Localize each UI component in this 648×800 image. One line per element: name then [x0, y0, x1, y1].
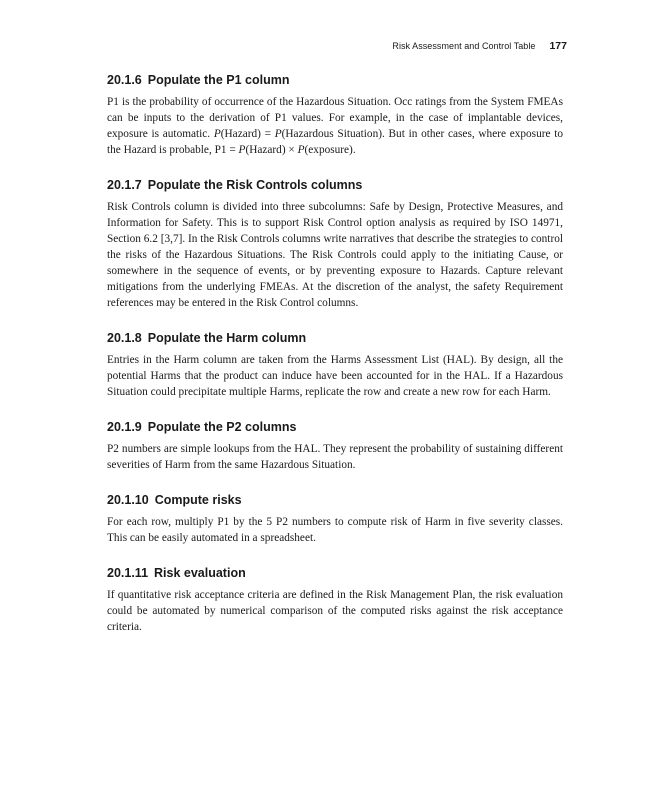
text-run: (Hazardous Situation). But in other cases, where exposure to the Hazard is probable, P1 =: [107, 128, 564, 156]
section-body: [107, 352, 563, 400]
section-risk-evaluation: [107, 565, 563, 635]
section-number: 20.1.6: [107, 73, 142, 87]
text-run: (Hazard) ×: [245, 144, 298, 156]
running-head: [107, 40, 567, 54]
section-risk-controls: [107, 177, 563, 311]
section-harm-column: [107, 330, 563, 400]
section-heading: [107, 72, 563, 88]
text-run: If quantitative risk acceptance criteria are defined in the Risk Management Plan, the risk evaluation could be automated by numerical comparison of the computed risks against the risk acceptance criteria.: [107, 589, 563, 633]
section-body: [107, 199, 563, 311]
section-body: [107, 587, 563, 635]
section-number: 20.1.9: [107, 420, 142, 434]
section-number: 20.1.7: [107, 178, 142, 192]
running-head-title: Risk Assessment and Control Table: [392, 41, 536, 51]
section-number: 20.1.10: [107, 493, 149, 507]
section-title: Populate the Risk Controls columns: [147, 178, 363, 192]
italic-run: P: [238, 144, 246, 156]
section-body: [107, 94, 563, 158]
section-number: 20.1.8: [107, 331, 142, 345]
italic-run: P: [274, 128, 282, 140]
text-run: P2 numbers are simple lookups from the HAL. They represent the probability of sustaining different severities of Harm from the same Hazardous Situation.: [107, 443, 563, 471]
italic-run: P: [297, 144, 305, 156]
section-compute-risks: [107, 492, 563, 546]
italic-run: P: [213, 128, 221, 140]
main-content: [107, 72, 563, 635]
section-body: [107, 441, 563, 473]
section-heading: [107, 565, 563, 581]
section-heading: [107, 177, 563, 193]
section-number: 20.1.11: [107, 566, 149, 580]
section-body: [107, 514, 563, 546]
section-title: Populate the P2 columns: [147, 420, 297, 434]
text-run: (Hazard) =: [220, 128, 275, 140]
section-heading: [107, 419, 563, 435]
text-run: For each row, multiply P1 by the 5 P2 numbers to compute risk of Harm in five severity classes. This can be easily automated in a spreadsheet.: [107, 516, 563, 544]
section-p2-columns: [107, 419, 563, 473]
section-title: Risk evaluation: [154, 566, 246, 580]
text-run: (exposure).: [304, 144, 356, 156]
section-heading: [107, 492, 563, 508]
section-title: Compute risks: [154, 493, 242, 507]
text-run: Entries in the Harm column are taken from the Harms Assessment List (HAL). By design, all the potential Harms that the product can induce have been accounted for in the HAL. If a Hazardous Situation could precipitate multiple Harms, replicate the row and create a new row for each Harm.: [107, 354, 563, 398]
page-number: 177: [549, 40, 567, 52]
section-p1-column: [107, 72, 563, 158]
text-run: P1 is the probability of occurrence of the Hazardous Situation. Occ ratings from the System FMEAs can be inputs to the derivation of P1 values. For example, in the case of implantable devices, exposure is automatic.: [107, 96, 563, 140]
section-title: Populate the P1 column: [147, 73, 290, 87]
text-run: Risk Controls column is divided into three subcolumns: Safe by Design, Protective Measures, and Information for Safety. This is to support Risk Control option analysis as required by ISO 14971, Section 6.2 [3,7]. In the Risk Controls columns write narratives that describe the strategies to control the risks of the Hazardous Situations. The Risk Controls could apply to the initiating Cause, or somewhere in the sequence of events, or by preventing exposure to Hazards. Capture relevant mitigations from the underlying FMEAs. At the discretion of the analyst, the safety Requirement references may be entered in the Risk Control columns.: [107, 201, 563, 309]
section-heading: [107, 330, 563, 346]
section-title: Populate the Harm column: [147, 331, 307, 345]
